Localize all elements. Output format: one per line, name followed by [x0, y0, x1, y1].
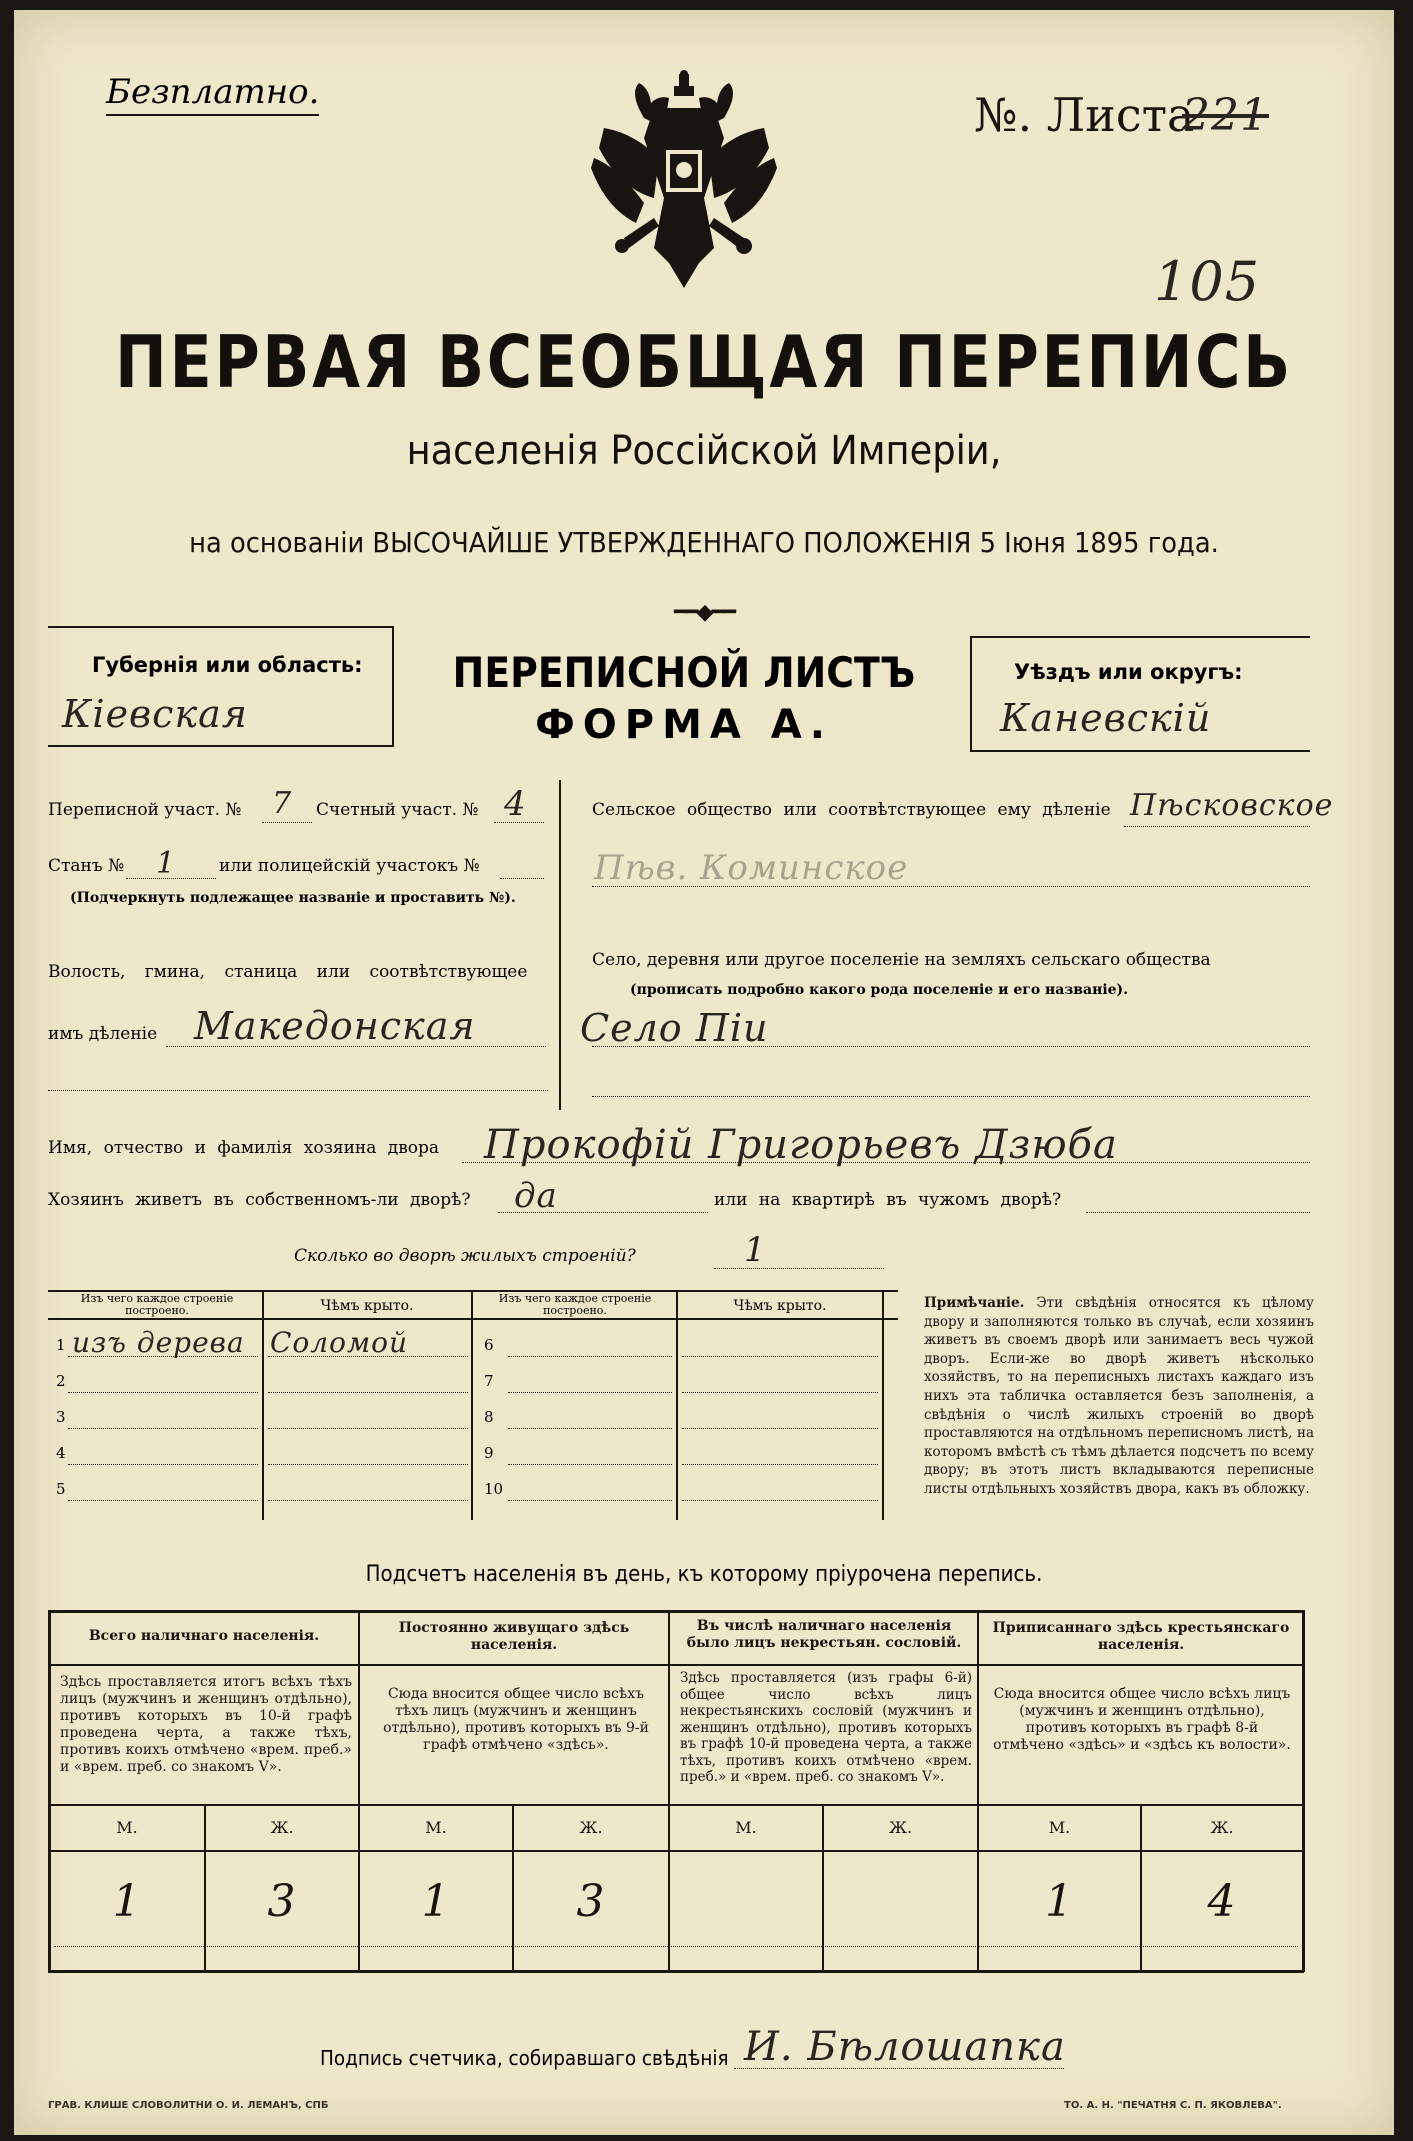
col-roof-left: Чѣмъ крыто.	[320, 1298, 414, 1314]
pop-col-4-f-label: Ж.	[1210, 1818, 1234, 1837]
pop-col-4-title: Приписаннаго здѣсь крестьянскаго населенія.	[992, 1620, 1290, 1653]
census-district-label: Переписной участ. №	[48, 800, 242, 820]
note-title: Примѣчаніе.	[924, 1295, 1025, 1311]
row-no: 1	[56, 1336, 66, 1354]
pop-col-2-desc: Сюда вносится общее число всѣхъ тѣхъ лицъ (мужчинъ и женщинъ отдѣльно), противъ которыхъ въ 9-й графѣ отмѣчено «здѣсь».	[383, 1686, 649, 1753]
pop-col-2-f: 3	[576, 1876, 606, 1927]
count-district-value: 4	[504, 784, 527, 824]
volost-value: Македонская	[194, 1004, 476, 1048]
row-no: 3	[56, 1408, 66, 1426]
pop-col-1-m: 1	[112, 1876, 142, 1927]
pop-col-2-f-label: Ж.	[579, 1818, 603, 1837]
buildings-value: 1	[744, 1230, 767, 1270]
row-1-roof: Соломой	[270, 1326, 409, 1359]
row-no: 7	[484, 1372, 494, 1390]
pop-col-1-f-label: Ж.	[270, 1818, 294, 1837]
row-no: 9	[484, 1444, 494, 1462]
uezd-value: Каневскій	[1000, 696, 1212, 740]
rural-society-value-faded: Пѣв. Коминское	[594, 848, 909, 888]
archive-number: 105	[1154, 250, 1261, 313]
pop-col-1-desc: Здѣсь проставляется итогъ всѣхъ тѣхъ лицъ (мужчинъ и женщинъ отдѣльно), противъ которыхъ въ 10-й графѣ проведена черта, а также тѣхъ, противъ коихъ отмѣчено «врем. преб.» и «врем. преб. со знакомъ V».	[60, 1674, 352, 1775]
census-district-value: 7	[272, 786, 293, 821]
pop-col-2-m: 1	[421, 1876, 451, 1927]
gubernia-value: Кіевская	[62, 692, 248, 736]
pop-col-4-f: 4	[1207, 1876, 1237, 1927]
ornament-divider: ━━◆━━	[674, 600, 734, 625]
row-no: 6	[484, 1336, 494, 1354]
col-roof-right: Чѣмъ крыто.	[733, 1298, 827, 1314]
free-label: Безплатно.	[106, 72, 319, 116]
village-value: Село Піи	[580, 1006, 769, 1050]
sheet-number-label: №. Листа	[974, 88, 1195, 142]
underline-note: (Подчеркнуть подлежащее названіе и проставить №).	[70, 890, 516, 906]
stan-value: 1	[156, 846, 177, 881]
pop-col-3-m-label: М.	[735, 1818, 757, 1837]
buildings-label: Сколько во дворѣ жилыхъ строеній?	[294, 1246, 636, 1266]
village-note: (прописать подробно какого рода поселеніе и его названіе).	[630, 982, 1129, 998]
pop-col-1-m-label: М.	[116, 1818, 138, 1837]
note-block	[924, 1294, 1314, 1499]
double-headed-eagle-emblem	[584, 68, 784, 298]
form-letter: ФОРМА А.	[535, 702, 833, 748]
row-1-material: изъ дерева	[72, 1326, 245, 1359]
rural-society-value: Пѣсковское	[1130, 788, 1334, 823]
subtitle: населенія Россійской Имперіи,	[406, 428, 1002, 474]
sheet-number-value: 221	[1182, 90, 1269, 141]
note-text: Эти свѣдѣнія относятся къ цѣлому двору и заполняются только въ случаѣ, если хозяинъ живетъ въ своемъ дворѣ или занимаетъ весь чужой дворъ. Если-же во дворѣ живетъ нѣсколько хозяйствъ, то на переписныхъ листахъ каждаго изъ нихъ эта табличка оставляется безъ заполненія, а свѣдѣнія о числѣ жилыхъ строеній во дворѣ проставляются на отдѣльномъ переписномъ листѣ, на которомъ вмѣстѣ съ тѣмъ дѣлается подсчетъ по всему двору; въ этотъ листъ вкладываются переписные листы отдѣльныхъ хозяйствъ двора, какъ въ обложку.	[924, 1295, 1314, 1497]
rent-label: или на квартирѣ въ чужомъ дворѣ?	[714, 1190, 1062, 1210]
signature-label: Подпись счетчика, собиравшаго свѣдѣнія	[320, 2046, 729, 2070]
row-no: 8	[484, 1408, 494, 1426]
pop-col-4-m-label: М.	[1048, 1818, 1071, 1837]
own-yard-value: да	[514, 1176, 558, 1216]
row-no: 2	[56, 1372, 66, 1390]
pop-col-3-f-label: Ж.	[888, 1818, 913, 1837]
footer-right: ТО. А. Н. "ПЕЧАТНЯ С. П. ЯКОВЛЕВА".	[1064, 2100, 1282, 2111]
rural-society-label: Сельское общество или соотвѣтствующее ему дѣленіе	[592, 800, 1111, 820]
row-no: 5	[56, 1480, 66, 1498]
row-no: 10	[484, 1480, 504, 1498]
village-label: Село, деревня или другое поселеніе на земляхъ сельскаго общества	[592, 950, 1211, 970]
pop-col-2-m-label: М.	[425, 1818, 447, 1837]
footer-left: ГРАВ. КЛИШЕ СЛОВОЛИТНИ О. И. ЛЕМАНЪ, СПБ	[48, 2100, 329, 2111]
pop-col-1-title: Всего наличнаго населенія.	[88, 1628, 320, 1644]
main-title: ПЕРВАЯ ВСЕОБЩАЯ ПЕРЕПИСЬ	[115, 320, 1293, 404]
pop-col-4-desc: Сюда вносится общее число всѣхъ лицъ (мужчинъ и женщинъ отдѣльно), противъ которыхъ въ графѣ 8-й отмѣчено «здѣсь» и «здѣсь къ волости».	[993, 1686, 1291, 1753]
volost-label: Волость, гмина, станица или соотвѣтствующее	[48, 962, 528, 982]
pop-col-3-desc: Здѣсь проставляется (изъ графы 6-й) общее число всѣхъ лицъ некрестьянскихъ сословій (мужчинъ и женщинъ отдѣльно), противъ которыхъ въ графѣ 10-й проведена черта, а также тѣхъ, противъ коихъ отмѣчено «врем. преб.» и «врем. преб. со знакомъ V».	[680, 1670, 972, 1785]
count-district-label: Счетный участ. №	[316, 800, 479, 820]
volost-label-2: имъ дѣленіе	[48, 1024, 158, 1044]
police-label: или полицейскій участокъ №	[219, 856, 480, 876]
pop-col-1-f: 3	[267, 1876, 297, 1927]
pop-col-3-title: Въ числѣ наличнаго населенія было лицъ некрестьян. сословій.	[686, 1618, 962, 1651]
own-yard-label: Хозяинъ живетъ въ собственномъ-ли дворѣ?	[48, 1190, 471, 1210]
gubernia-label: Губернія или область:	[92, 653, 363, 677]
form-name: ПЕРЕПИСНОЙ ЛИСТЪ	[452, 648, 916, 697]
stan-label: Станъ №	[48, 856, 125, 876]
census-sheet	[14, 10, 1394, 2135]
signature-value: И. Бѣлошапка	[744, 2024, 1066, 2070]
col-material-left: Изъ чего каждое строеніе построено.	[80, 1292, 234, 1317]
pop-col-2-title: Постоянно живущаго здѣсь населенія.	[398, 1620, 630, 1653]
pop-col-4-m: 1	[1045, 1876, 1074, 1927]
uezd-label: Уѣздъ или округъ:	[1014, 660, 1243, 684]
col-material-right: Изъ чего каждое строеніе построено.	[498, 1292, 652, 1317]
basis-line: на основаніи ВЫСОЧАЙШЕ УТВЕРЖДЕННАГО ПОЛОЖЕНІЯ 5 Іюня 1895 года.	[189, 526, 1219, 559]
row-no: 4	[56, 1444, 66, 1462]
owner-value: Прокофій Григорьевъ Дзюба	[484, 1122, 1118, 1168]
owner-label: Имя, отчество и фамилія хозяина двора	[48, 1138, 440, 1158]
population-heading: Подсчетъ населенія въ день, къ которому пріурочена перепись.	[365, 1562, 1043, 1587]
